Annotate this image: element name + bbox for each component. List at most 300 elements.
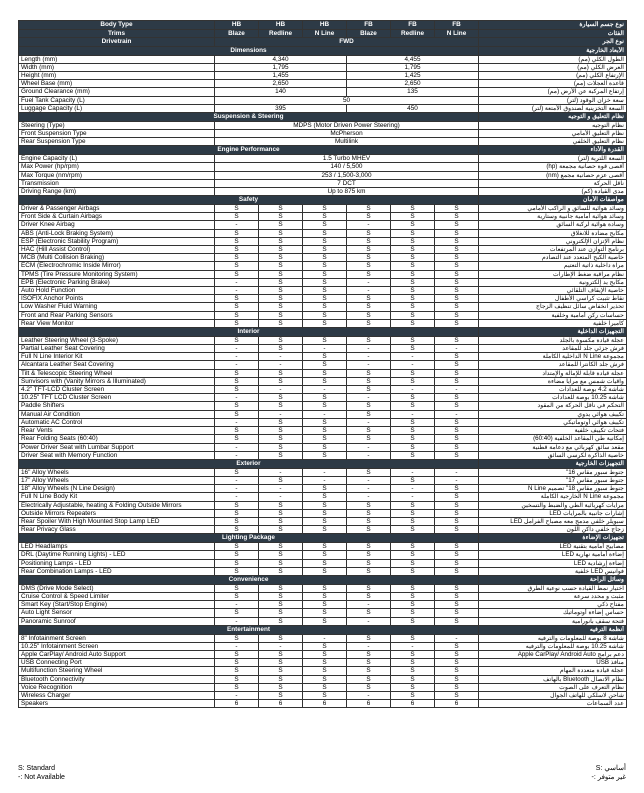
spec-row bbox=[19, 386, 627, 394]
spec-value: S bbox=[259, 295, 303, 303]
spec-label-ar: تحذير انخفاض سائل تنظيف الزجاج bbox=[479, 303, 627, 311]
spec-value: - bbox=[303, 410, 347, 418]
section-title-ar: مواصفات الأمان bbox=[479, 196, 627, 205]
spec-label-ar: إضاءة أمامية نهارية LED bbox=[479, 551, 627, 559]
spec-value: S bbox=[259, 369, 303, 377]
spec-value: - bbox=[347, 617, 391, 625]
spec-value: S bbox=[391, 584, 435, 592]
spec-label-ar: تكييف هوائي يدوي bbox=[479, 410, 627, 418]
spec-value: S bbox=[435, 485, 479, 493]
spec-label: Driving Range (km) bbox=[19, 188, 215, 196]
spec-label: Paddle Shifters bbox=[19, 402, 215, 410]
spec-label-ar: مجموعة N Line الداخلية الكاملة bbox=[479, 353, 627, 361]
spec-value: S bbox=[435, 659, 479, 667]
spec-value: S bbox=[435, 551, 479, 559]
spec-value: S bbox=[259, 205, 303, 213]
spec-value: S bbox=[391, 601, 435, 609]
spec-value: S bbox=[347, 336, 391, 344]
spec-value: - bbox=[347, 451, 391, 459]
spec-value: S bbox=[435, 394, 479, 402]
spec-row bbox=[19, 179, 627, 187]
spec-row bbox=[19, 634, 627, 642]
header-value: Blaze bbox=[215, 29, 259, 38]
spec-value: S bbox=[391, 303, 435, 311]
spec-value: - bbox=[391, 493, 435, 501]
spec-value: 6 bbox=[391, 700, 435, 708]
spec-value: S bbox=[391, 278, 435, 286]
spec-value: S bbox=[303, 526, 347, 534]
spec-value-fb: 450 bbox=[347, 104, 479, 112]
spec-value: - bbox=[435, 410, 479, 418]
spec-row bbox=[19, 609, 627, 617]
spec-value: S bbox=[259, 675, 303, 683]
spec-row bbox=[19, 551, 627, 559]
spec-value: S bbox=[391, 221, 435, 229]
spec-value: S bbox=[347, 402, 391, 410]
spec-value: - bbox=[215, 617, 259, 625]
spec-row bbox=[19, 361, 627, 369]
spec-value: S bbox=[435, 229, 479, 237]
spec-row bbox=[19, 592, 627, 600]
spec-value: S bbox=[347, 659, 391, 667]
spec-label: Rear Privacy Glass bbox=[19, 526, 215, 534]
spec-value: S bbox=[391, 270, 435, 278]
section-header bbox=[19, 534, 627, 543]
spec-value: S bbox=[215, 667, 259, 675]
spec-value: S bbox=[303, 485, 347, 493]
spec-value: S bbox=[435, 493, 479, 501]
spec-value: - bbox=[215, 443, 259, 451]
section-header bbox=[19, 196, 627, 205]
spec-label: Front Side & Curtain Airbags bbox=[19, 213, 215, 221]
spec-row bbox=[19, 427, 627, 435]
spec-row bbox=[19, 517, 627, 525]
spec-value: S bbox=[391, 369, 435, 377]
spec-value: S bbox=[391, 509, 435, 517]
spec-label-ar: السعة اللترية (لتر) bbox=[479, 155, 627, 163]
spec-row bbox=[19, 88, 627, 96]
spec-label-ar: تكييف هوائي أوتوماتيكي bbox=[479, 418, 627, 426]
spec-label-ar: حساس إضاءة أوتوماتيك bbox=[479, 609, 627, 617]
spec-value: - bbox=[435, 386, 479, 394]
spec-value: S bbox=[259, 517, 303, 525]
spec-value: S bbox=[391, 237, 435, 245]
spec-value: S bbox=[391, 345, 435, 353]
spec-value: S bbox=[303, 667, 347, 675]
spec-value: S bbox=[215, 369, 259, 377]
spec-label-ar: ناقل الحركة bbox=[479, 179, 627, 187]
spec-row bbox=[19, 319, 627, 327]
spec-row bbox=[19, 270, 627, 278]
spec-value: S bbox=[215, 592, 259, 600]
spec-value: 6 bbox=[303, 700, 347, 708]
spec-label: Wheel Base (mm) bbox=[19, 80, 215, 88]
spec-row bbox=[19, 667, 627, 675]
spec-value: - bbox=[435, 634, 479, 642]
spec-row bbox=[19, 543, 627, 551]
spec-row bbox=[19, 336, 627, 344]
spec-value: S bbox=[303, 493, 347, 501]
spec-label-ar: إشارات جانبية بالمرايات LED bbox=[479, 509, 627, 517]
header-value: FB bbox=[391, 21, 435, 30]
spec-label-ar: مرايات كهربائية الطي والضبط والتسخين bbox=[479, 501, 627, 509]
spec-value: S bbox=[347, 683, 391, 691]
spec-value: S bbox=[347, 526, 391, 534]
spec-value: S bbox=[303, 451, 347, 459]
spec-value: S bbox=[215, 386, 259, 394]
spec-label: Rear Vents bbox=[19, 427, 215, 435]
spec-row bbox=[19, 369, 627, 377]
spec-label-ar: اختيار نمط القيادة حسب نوعية الطرق bbox=[479, 584, 627, 592]
section-title: Entertainment bbox=[19, 625, 479, 634]
spec-value: S bbox=[303, 435, 347, 443]
spec-label-ar: دعم برامج Apple CarPlay/ Android Auto bbox=[479, 650, 627, 658]
spec-value: S bbox=[215, 262, 259, 270]
spec-label-ar: نظام الإتزان الإلكتروني bbox=[479, 237, 627, 245]
spec-label: Tilt & Telescopic Steering Wheel bbox=[19, 369, 215, 377]
spec-value: 6 bbox=[435, 700, 479, 708]
spec-value: S bbox=[215, 213, 259, 221]
spec-value: - bbox=[303, 386, 347, 394]
spec-value-fb: 135 bbox=[347, 88, 479, 96]
section-title: Suspension & Steering bbox=[19, 113, 479, 122]
spec-value: S bbox=[347, 246, 391, 254]
section-title-ar: الأبعاد الخارجية bbox=[479, 46, 627, 55]
spec-value: S bbox=[303, 246, 347, 254]
spec-value: - bbox=[215, 485, 259, 493]
section-title-ar: نظام التعليق و التوجيه bbox=[479, 113, 627, 122]
spec-value: S bbox=[435, 592, 479, 600]
spec-label: Height (mm) bbox=[19, 71, 215, 79]
spec-value: S bbox=[215, 237, 259, 245]
spec-value: S bbox=[215, 659, 259, 667]
spec-label: Sunvisors with (Vanity Mirrors & Illuminated) bbox=[19, 377, 215, 385]
spec-value: S bbox=[347, 295, 391, 303]
spec-value: S bbox=[435, 295, 479, 303]
spec-value: - bbox=[215, 642, 259, 650]
spec-value: S bbox=[259, 319, 303, 327]
spec-value: S bbox=[303, 287, 347, 295]
spec-value: S bbox=[303, 205, 347, 213]
spec-label-ar: فوانيس LED خلفية bbox=[479, 567, 627, 575]
spec-value: - bbox=[435, 468, 479, 476]
spec-value: - bbox=[215, 451, 259, 459]
spec-value: S bbox=[347, 205, 391, 213]
spec-label: Rear Spoiler With High Mounted Stop Lamp LED bbox=[19, 517, 215, 525]
spec-value: - bbox=[215, 278, 259, 286]
header-value: N Line bbox=[435, 29, 479, 38]
spec-value: S bbox=[259, 237, 303, 245]
spec-value: - bbox=[435, 345, 479, 353]
spec-label: 10.25" Infotainment Screen bbox=[19, 642, 215, 650]
spec-label: Driver & Passenger Airbags bbox=[19, 205, 215, 213]
spec-label-ar: مثبت و محدد سرعة bbox=[479, 592, 627, 600]
section-header bbox=[19, 328, 627, 337]
spec-value: S bbox=[435, 213, 479, 221]
spec-value: S bbox=[435, 559, 479, 567]
section-title: Convenience bbox=[19, 575, 479, 584]
spec-label: 4.2" TFT-LCD Cluster Screen bbox=[19, 386, 215, 394]
spec-value: S bbox=[303, 543, 347, 551]
spec-value: S bbox=[391, 675, 435, 683]
spec-label: Auto Light Sensor bbox=[19, 609, 215, 617]
spec-value-hb: 1,455 bbox=[215, 71, 347, 79]
spec-value: S bbox=[303, 509, 347, 517]
spec-value: S bbox=[435, 361, 479, 369]
spec-row bbox=[19, 683, 627, 691]
spec-label: Wireless Charger bbox=[19, 691, 215, 699]
spec-value: S bbox=[215, 683, 259, 691]
spec-value: S bbox=[215, 427, 259, 435]
spec-value: S bbox=[259, 287, 303, 295]
spec-label: Apple CarPlay/ Android Auto Support bbox=[19, 650, 215, 658]
spec-label: Fuel Tank Capacity (L) bbox=[19, 96, 215, 104]
spec-value: S bbox=[303, 650, 347, 658]
header-label: Trims bbox=[19, 29, 215, 38]
spec-value: S bbox=[435, 254, 479, 262]
spec-label-ar: فرش جلد الكانترا للمقاعد bbox=[479, 361, 627, 369]
spec-value: S bbox=[391, 683, 435, 691]
legend-english bbox=[18, 764, 65, 782]
spec-value: S bbox=[303, 517, 347, 525]
spec-value: S bbox=[435, 287, 479, 295]
spec-value: S bbox=[435, 319, 479, 327]
spec-value: S bbox=[347, 435, 391, 443]
spec-label-ar: جنوط سبور مقاس 18" تصميم N Line bbox=[479, 485, 627, 493]
header-value: FB bbox=[347, 21, 391, 30]
spec-label-ar: نظام مراقبة ضغط الإطارات bbox=[479, 270, 627, 278]
spec-value-hb: 1,795 bbox=[215, 63, 347, 71]
spec-value: S bbox=[259, 659, 303, 667]
spec-value: S bbox=[259, 345, 303, 353]
spec-value: S bbox=[391, 394, 435, 402]
spec-label: Speakers bbox=[19, 700, 215, 708]
spec-row bbox=[19, 71, 627, 79]
spec-value: S bbox=[347, 237, 391, 245]
spec-label: Rear Folding Seats (60:40) bbox=[19, 435, 215, 443]
spec-label-ar: شاشة 10.25 بوصة للعدادات bbox=[479, 394, 627, 402]
spec-value: S bbox=[259, 246, 303, 254]
spec-label-ar: كاميرا خلفية bbox=[479, 319, 627, 327]
spec-label-ar: إرتفاع المركبة عن الأرض (مم) bbox=[479, 88, 627, 96]
spec-label-ar: وسائد هوائية أمامية جانبية وستارية bbox=[479, 213, 627, 221]
spec-value: S bbox=[391, 551, 435, 559]
spec-value: S bbox=[391, 609, 435, 617]
spec-label-ar: نظام الاتصال Bluetooth بالهاتف bbox=[479, 675, 627, 683]
spec-value: S bbox=[435, 451, 479, 459]
spec-label: Transmission bbox=[19, 179, 215, 187]
spec-value: S bbox=[391, 634, 435, 642]
spec-value: - bbox=[259, 485, 303, 493]
spec-sheet bbox=[18, 20, 626, 708]
spec-value: - bbox=[347, 361, 391, 369]
spec-label: Power Driver Seat with Lumbar Support bbox=[19, 443, 215, 451]
header-label: Drivetrain bbox=[19, 38, 215, 47]
spec-row bbox=[19, 584, 627, 592]
spec-value: S bbox=[391, 617, 435, 625]
spec-row bbox=[19, 601, 627, 609]
spec-label: Steering (Type) bbox=[19, 121, 215, 129]
spec-value: S bbox=[303, 691, 347, 699]
spec-label-ar: نظام التوجيه bbox=[479, 121, 627, 129]
spec-value: S bbox=[435, 303, 479, 311]
spec-label: USB Connecting Port bbox=[19, 659, 215, 667]
spec-label: Width (mm) bbox=[19, 63, 215, 71]
spec-value: S bbox=[303, 237, 347, 245]
spec-value: S bbox=[391, 262, 435, 270]
section-title: Exterior bbox=[19, 459, 479, 468]
spec-row bbox=[19, 410, 627, 418]
spec-row bbox=[19, 650, 627, 658]
spec-value: S bbox=[259, 229, 303, 237]
spec-value: - bbox=[215, 394, 259, 402]
section-title-ar: القدرة والأداء bbox=[479, 146, 627, 155]
spec-value: S bbox=[303, 262, 347, 270]
spec-value: - bbox=[391, 485, 435, 493]
spec-value: S bbox=[215, 559, 259, 567]
spec-value: - bbox=[347, 642, 391, 650]
spec-value: S bbox=[347, 675, 391, 683]
spec-value: S bbox=[259, 336, 303, 344]
spec-value: - bbox=[215, 476, 259, 484]
spec-value: S bbox=[435, 543, 479, 551]
spec-value: - bbox=[259, 468, 303, 476]
header-merged-value: FWD bbox=[215, 38, 479, 47]
spec-label: HAC (Hill Assist Control) bbox=[19, 246, 215, 254]
spec-value: S bbox=[391, 246, 435, 254]
spec-value: S bbox=[435, 675, 479, 683]
spec-row bbox=[19, 451, 627, 459]
spec-label: Ground Clearance (mm) bbox=[19, 88, 215, 96]
spec-label: Electrically Adjustable, heating & Folding Outside Mirrors bbox=[19, 501, 215, 509]
spec-row bbox=[19, 345, 627, 353]
spec-value: S bbox=[347, 369, 391, 377]
spec-label: Cruise Control & Speed Limiter bbox=[19, 592, 215, 600]
spec-value: S bbox=[435, 311, 479, 319]
spec-label-ar: زجاج خلفي داكن اللون bbox=[479, 526, 627, 534]
spec-value: S bbox=[435, 667, 479, 675]
spec-value: S bbox=[259, 559, 303, 567]
spec-value: S bbox=[391, 501, 435, 509]
spec-value: S bbox=[347, 501, 391, 509]
spec-value: - bbox=[259, 410, 303, 418]
spec-value: S bbox=[303, 567, 347, 575]
spec-value: S bbox=[215, 402, 259, 410]
spec-value: S bbox=[391, 229, 435, 237]
spec-value: 6 bbox=[347, 700, 391, 708]
header-label-ar: نوع جسم السيارة bbox=[479, 21, 627, 30]
spec-value: S bbox=[215, 501, 259, 509]
spec-value: S bbox=[435, 526, 479, 534]
spec-value: S bbox=[391, 377, 435, 385]
spec-label: EPB (Electronic Parking Brake) bbox=[19, 278, 215, 286]
spec-value: S bbox=[215, 543, 259, 551]
header-value: Redline bbox=[391, 29, 435, 38]
spec-label-ar: عجلة قيادة متعددة المهام bbox=[479, 667, 627, 675]
spec-label: LED Headlamps bbox=[19, 543, 215, 551]
spec-value: 6 bbox=[215, 700, 259, 708]
spec-value: - bbox=[347, 278, 391, 286]
spec-label: Front Suspension Type bbox=[19, 130, 215, 138]
spec-label-ar: واقيات شمس مع مرايا مضاءة bbox=[479, 377, 627, 385]
spec-value: S bbox=[303, 601, 347, 609]
spec-label-ar: مجموعة N Line الخارجية الكاملة bbox=[479, 493, 627, 501]
spec-label: DRL (Daytime Running Lights) - LED bbox=[19, 551, 215, 559]
legend-standard: S: Standard bbox=[18, 765, 55, 772]
spec-label: 17" Alloy Wheels bbox=[19, 476, 215, 484]
section-header bbox=[19, 575, 627, 584]
spec-label: Multifunction Steering Wheel bbox=[19, 667, 215, 675]
spec-value: S bbox=[303, 443, 347, 451]
spec-row bbox=[19, 402, 627, 410]
spec-value: S bbox=[435, 609, 479, 617]
spec-value: - bbox=[259, 361, 303, 369]
spec-row bbox=[19, 130, 627, 138]
spec-row bbox=[19, 188, 627, 196]
spec-value: S bbox=[259, 691, 303, 699]
spec-label-ar: الطول الكلي (مم) bbox=[479, 55, 627, 63]
spec-value: S bbox=[391, 451, 435, 459]
spec-row bbox=[19, 485, 627, 493]
spec-label-ar: خاصية الإيقاف التلقائي bbox=[479, 287, 627, 295]
spec-row bbox=[19, 617, 627, 625]
spec-value: - bbox=[391, 410, 435, 418]
spec-value: S bbox=[347, 377, 391, 385]
spec-row bbox=[19, 526, 627, 534]
spec-label: Manual Air Condition bbox=[19, 410, 215, 418]
spec-label: Partial Leather Seat Covering bbox=[19, 345, 215, 353]
spec-label: Length (mm) bbox=[19, 55, 215, 63]
spec-label: Rear Combination Lamps - LED bbox=[19, 567, 215, 575]
spec-value: - bbox=[347, 476, 391, 484]
header-value: HB bbox=[215, 21, 259, 30]
spec-value: S bbox=[391, 559, 435, 567]
spec-row bbox=[19, 493, 627, 501]
spec-value: S bbox=[259, 683, 303, 691]
spec-value: S bbox=[347, 410, 391, 418]
spec-value: S bbox=[347, 311, 391, 319]
section-title-ar: أنظمة الترفيه bbox=[479, 625, 627, 634]
spec-value-all: 253 / 1,500-3,000 bbox=[215, 171, 479, 179]
spec-row bbox=[19, 213, 627, 221]
spec-label: DMS (Drive Mode Select) bbox=[19, 584, 215, 592]
spec-value: S bbox=[435, 517, 479, 525]
spec-label-ar: العرض الكلي (مم) bbox=[479, 63, 627, 71]
section-header bbox=[19, 113, 627, 122]
spec-value: - bbox=[215, 493, 259, 501]
spec-value: S bbox=[435, 270, 479, 278]
spec-value: S bbox=[259, 418, 303, 426]
spec-value: S bbox=[435, 601, 479, 609]
spec-label-ar: خاصية الكبح المتعدد عند التصادم bbox=[479, 254, 627, 262]
spec-value: S bbox=[303, 278, 347, 286]
spec-value: S bbox=[259, 609, 303, 617]
spec-label-ar: مكابح مضادة للانغلاق bbox=[479, 229, 627, 237]
spec-value-all: Up to 875 km bbox=[215, 188, 479, 196]
section-title: Lighting Package bbox=[19, 534, 479, 543]
spec-value: 6 bbox=[259, 700, 303, 708]
spec-label-ar: قاعدة العجلات (مم) bbox=[479, 80, 627, 88]
section-title: Engine Performance bbox=[19, 146, 479, 155]
spec-label-ar: مفتاح ذكي bbox=[479, 601, 627, 609]
spec-value: S bbox=[259, 221, 303, 229]
spec-value-fb: 4,455 bbox=[347, 55, 479, 63]
spec-value: S bbox=[435, 205, 479, 213]
spec-value: S bbox=[435, 650, 479, 658]
spec-table-body bbox=[19, 21, 627, 708]
header-value: HB bbox=[259, 21, 303, 30]
spec-value: S bbox=[259, 543, 303, 551]
